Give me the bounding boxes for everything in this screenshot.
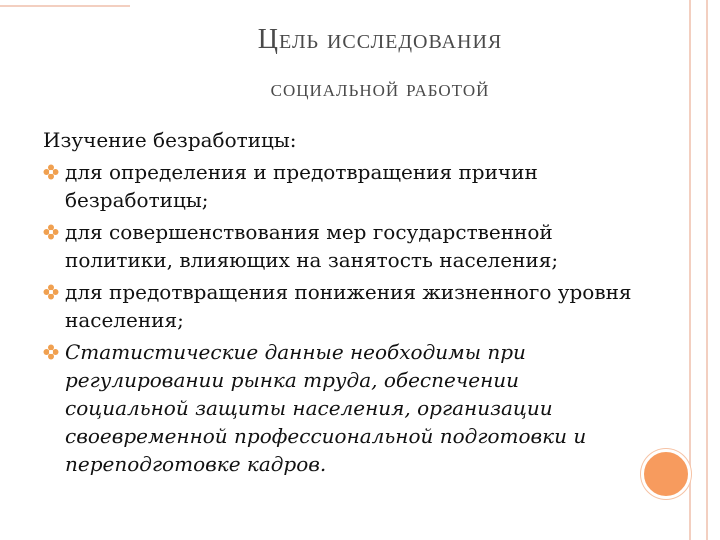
flower-bullet-icon bbox=[43, 224, 59, 240]
slide-content bbox=[43, 126, 643, 482]
title-line-2: социальной работой bbox=[270, 76, 490, 102]
bullet-text: для совершенствования мер государственной политики, влияющих на занятость населения; bbox=[65, 220, 559, 272]
frame-line-right bbox=[706, 0, 708, 540]
list-item bbox=[43, 218, 643, 274]
flower-bullet-icon bbox=[43, 164, 59, 180]
bullet-text: для определения и предотвращения причин безработицы; bbox=[65, 160, 538, 212]
intro-text: Изучение безработицы: bbox=[43, 128, 297, 152]
title-line-1: Цель исследования bbox=[257, 24, 503, 55]
frame-line-left bbox=[689, 0, 691, 540]
list-item bbox=[43, 338, 643, 478]
flower-bullet-icon bbox=[43, 344, 59, 360]
slide-title bbox=[140, 20, 620, 110]
flower-bullet-icon bbox=[43, 284, 59, 300]
bullet-list bbox=[43, 158, 643, 478]
list-item bbox=[43, 158, 643, 214]
orange-circle-icon bbox=[641, 449, 691, 499]
bullet-text: для предотвращения понижения жизненного уровня населения; bbox=[65, 280, 632, 332]
list-item bbox=[43, 278, 643, 334]
top-divider bbox=[0, 5, 130, 7]
bullet-text: Статистические данные необходимы при регулировании рынка труда, обеспечении социальной защиты населения, организации своевременной профессиональной подготовки и переподготовке кадров. bbox=[65, 340, 587, 476]
